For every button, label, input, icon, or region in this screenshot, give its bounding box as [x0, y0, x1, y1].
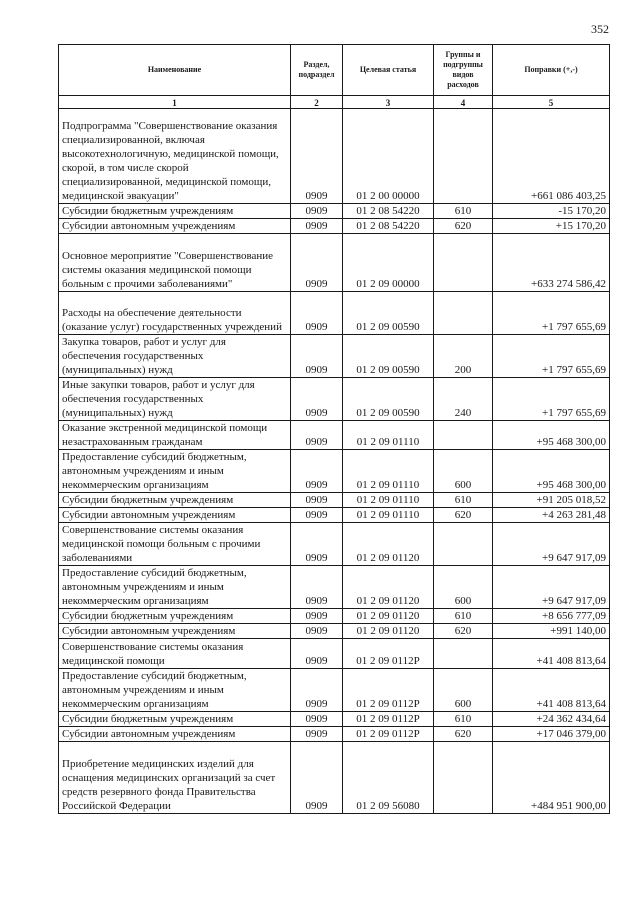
row-group	[434, 742, 493, 814]
table-row	[59, 219, 610, 234]
row-amount: +1 797 655,69	[493, 378, 610, 421]
table-row	[59, 727, 610, 742]
row-group: 600	[434, 669, 493, 712]
row-name: Приобретение медицинских изделий для оснащения медицинских организаций за счет средств резервного фонда Правительства Российской Федерации	[59, 742, 291, 814]
row-name: Оказание экстренной медицинской помощи незастрахованным гражданам	[59, 421, 291, 450]
row-amount: +9 647 917,09	[493, 566, 610, 609]
row-section: 0909	[291, 450, 343, 493]
row-target: 01 2 09 01110	[343, 508, 434, 523]
table-row	[59, 292, 610, 335]
row-name: Совершенствование системы оказания медицинской помощи больным с прочими заболеваниями	[59, 523, 291, 566]
row-name: Предоставление субсидий бюджетным, автономным учреждениям и иным некоммерческим организациям	[59, 566, 291, 609]
row-amount: +15 170,20	[493, 219, 610, 234]
row-amount: +991 140,00	[493, 624, 610, 639]
row-name: Подпрограмма "Совершенствование оказания специализированной, включая высокотехнологичную, медицинской помощи, скорой, в том числе скорой специализированной, медицинской помощи, медицинской эвакуации"	[59, 109, 291, 204]
table-row	[59, 335, 610, 378]
column-number: 4	[434, 96, 493, 109]
row-target: 01 2 09 01110	[343, 450, 434, 493]
row-amount: +1 797 655,69	[493, 292, 610, 335]
row-group: 240	[434, 378, 493, 421]
table-row	[59, 204, 610, 219]
row-section: 0909	[291, 378, 343, 421]
row-group: 620	[434, 624, 493, 639]
header-row	[59, 45, 610, 96]
table-row	[59, 639, 610, 669]
table-row	[59, 378, 610, 421]
row-section: 0909	[291, 639, 343, 669]
row-group: 600	[434, 566, 493, 609]
row-name: Субсидии бюджетным учреждениям	[59, 712, 291, 727]
table-row	[59, 493, 610, 508]
row-amount: +41 408 813,64	[493, 639, 610, 669]
row-section: 0909	[291, 204, 343, 219]
table-row	[59, 712, 610, 727]
page-number: 352	[591, 22, 609, 36]
table-row	[59, 742, 610, 814]
row-section: 0909	[291, 508, 343, 523]
header-name: Наименование	[59, 45, 291, 96]
row-group: 610	[434, 204, 493, 219]
row-amount: -15 170,20	[493, 204, 610, 219]
row-target: 01 2 09 01120	[343, 566, 434, 609]
row-name: Субсидии автономным учреждениям	[59, 508, 291, 523]
row-amount: +95 468 300,00	[493, 450, 610, 493]
budget-table	[58, 44, 610, 814]
row-target: 01 2 00 00000	[343, 109, 434, 204]
row-target: 01 2 09 00590	[343, 378, 434, 421]
row-amount: +661 086 403,25	[493, 109, 610, 204]
row-target: 01 2 09 00590	[343, 335, 434, 378]
row-target: 01 2 09 01110	[343, 421, 434, 450]
row-name: Субсидии бюджетным учреждениям	[59, 493, 291, 508]
row-section: 0909	[291, 335, 343, 378]
row-group	[434, 639, 493, 669]
column-number-row	[59, 96, 610, 109]
row-target: 01 2 09 00590	[343, 292, 434, 335]
row-section: 0909	[291, 109, 343, 204]
table-row	[59, 669, 610, 712]
table-row	[59, 109, 610, 204]
row-amount: +24 362 434,64	[493, 712, 610, 727]
row-amount: +1 797 655,69	[493, 335, 610, 378]
row-section: 0909	[291, 219, 343, 234]
row-amount: +484 951 900,00	[493, 742, 610, 814]
table-row	[59, 566, 610, 609]
row-name: Совершенствование системы оказания медицинской помощи	[59, 639, 291, 669]
row-target: 01 2 09 56080	[343, 742, 434, 814]
row-name: Иные закупки товаров, работ и услуг для обеспечения государственных (муниципальных) нужд	[59, 378, 291, 421]
row-section: 0909	[291, 609, 343, 624]
column-number: 5	[493, 96, 610, 109]
row-name: Субсидии автономным учреждениям	[59, 624, 291, 639]
row-section: 0909	[291, 493, 343, 508]
row-section: 0909	[291, 742, 343, 814]
row-amount: +8 656 777,09	[493, 609, 610, 624]
row-amount: +633 274 586,42	[493, 234, 610, 292]
row-group	[434, 109, 493, 204]
table-row	[59, 508, 610, 523]
row-target: 01 2 08 54220	[343, 219, 434, 234]
column-number: 3	[343, 96, 434, 109]
row-amount: +95 468 300,00	[493, 421, 610, 450]
row-group: 610	[434, 493, 493, 508]
row-section: 0909	[291, 566, 343, 609]
table-row	[59, 234, 610, 292]
row-name: Субсидии бюджетным учреждениям	[59, 609, 291, 624]
row-group: 610	[434, 609, 493, 624]
row-target: 01 2 09 01120	[343, 609, 434, 624]
row-group: 620	[434, 219, 493, 234]
row-group	[434, 292, 493, 335]
row-name: Расходы на обеспечение деятельности (оказание услуг) государственных учреждений	[59, 292, 291, 335]
row-target: 01 2 09 00000	[343, 234, 434, 292]
row-name: Субсидии бюджетным учреждениям	[59, 204, 291, 219]
row-name: Основное мероприятие "Совершенствование системы оказания медицинской помощи больным с прочими заболеваниями"	[59, 234, 291, 292]
row-name: Предоставление субсидий бюджетным, автономным учреждениям и иным некоммерческим организациям	[59, 669, 291, 712]
table-row	[59, 450, 610, 493]
header-groups: Группы и подгруппы видов расходов	[434, 45, 493, 96]
row-target: 01 2 08 54220	[343, 204, 434, 219]
row-amount: +4 263 281,48	[493, 508, 610, 523]
column-number: 1	[59, 96, 291, 109]
row-target: 01 2 09 0112Р	[343, 712, 434, 727]
row-section: 0909	[291, 624, 343, 639]
row-group	[434, 523, 493, 566]
row-amount: +91 205 018,52	[493, 493, 610, 508]
row-name: Закупка товаров, работ и услуг для обеспечения государственных (муниципальных) нужд	[59, 335, 291, 378]
header-amendments: Поправки (+,-)	[493, 45, 610, 96]
row-name: Предоставление субсидий бюджетным, автономным учреждениям и иным некоммерческим организациям	[59, 450, 291, 493]
column-number: 2	[291, 96, 343, 109]
row-group: 610	[434, 712, 493, 727]
row-target: 01 2 09 01110	[343, 493, 434, 508]
row-name: Субсидии автономным учреждениям	[59, 219, 291, 234]
row-section: 0909	[291, 292, 343, 335]
row-target: 01 2 09 0112Р	[343, 669, 434, 712]
table-row	[59, 421, 610, 450]
row-name: Субсидии автономным учреждениям	[59, 727, 291, 742]
row-section: 0909	[291, 421, 343, 450]
row-target: 01 2 09 01120	[343, 624, 434, 639]
row-section: 0909	[291, 523, 343, 566]
header-target: Целевая статья	[343, 45, 434, 96]
table-row	[59, 624, 610, 639]
row-section: 0909	[291, 727, 343, 742]
row-section: 0909	[291, 669, 343, 712]
row-section: 0909	[291, 234, 343, 292]
row-amount: +41 408 813,64	[493, 669, 610, 712]
row-target: 01 2 09 0112Р	[343, 727, 434, 742]
row-amount: +9 647 917,09	[493, 523, 610, 566]
table-row	[59, 523, 610, 566]
row-group	[434, 234, 493, 292]
row-group	[434, 421, 493, 450]
row-amount: +17 046 379,00	[493, 727, 610, 742]
row-group: 600	[434, 450, 493, 493]
row-target: 01 2 09 01120	[343, 523, 434, 566]
row-section: 0909	[291, 712, 343, 727]
row-group: 620	[434, 727, 493, 742]
row-target: 01 2 09 0112Р	[343, 639, 434, 669]
header-section: Раздел, подраздел	[291, 45, 343, 96]
row-group: 620	[434, 508, 493, 523]
table-row	[59, 609, 610, 624]
row-group: 200	[434, 335, 493, 378]
